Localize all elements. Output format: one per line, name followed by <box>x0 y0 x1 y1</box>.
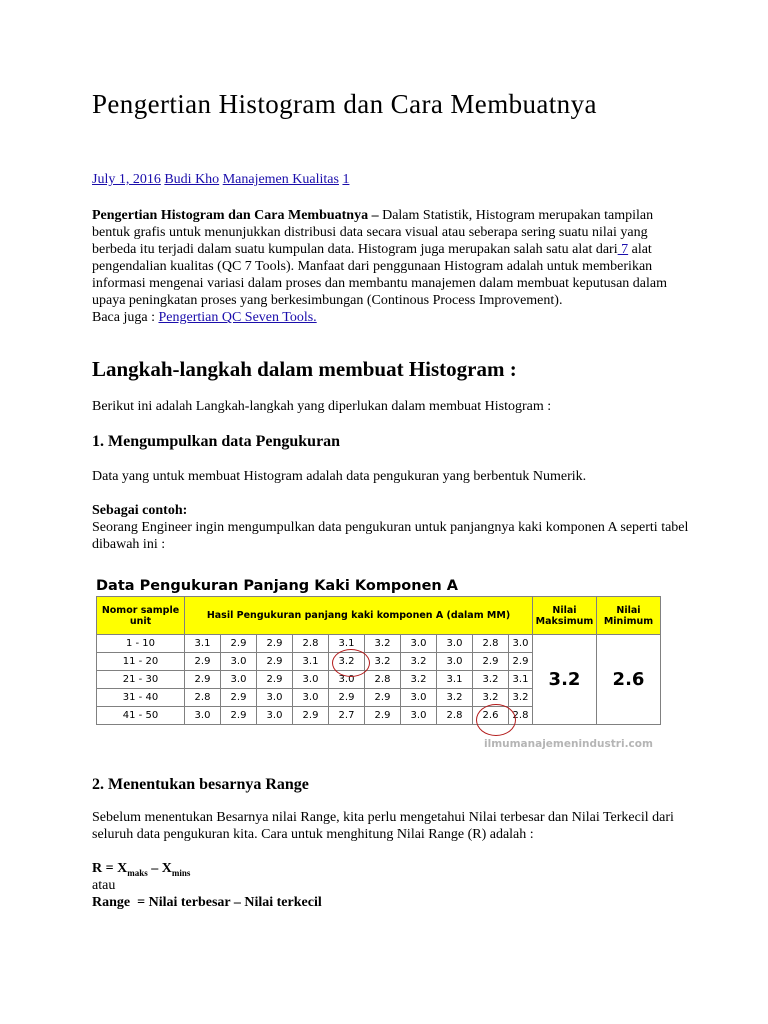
measurement-cell: 3.1 <box>437 671 473 689</box>
step1-text: Data yang untuk membuat Histogram adalah data pengukuran yang berbentuk Numerik. <box>92 469 587 484</box>
measurement-cell: 2.9 <box>221 689 257 707</box>
measurement-cell: 3.2 <box>509 689 533 707</box>
highlight-circle-max <box>332 649 370 677</box>
row-label: 41 - 50 <box>97 707 185 725</box>
header-max: Nilai Maksimum <box>533 597 597 635</box>
measurement-cell: 2.9 <box>329 689 365 707</box>
page-title: Pengertian Histogram dan Cara Membuatnya <box>92 89 597 119</box>
measurement-cell: 3.2 <box>329 653 365 671</box>
table-title: Data Pengukuran Panjang Kaki Komponen A <box>96 578 459 594</box>
row-label: 31 - 40 <box>97 689 185 707</box>
section-intro: Berikut ini adalah Langkah-langkah yang diperlukan dalam membuat Histogram : <box>92 399 552 414</box>
watermark: ilmumanajemenindustri.com <box>484 738 653 750</box>
row-label: 1 - 10 <box>97 635 185 653</box>
highlight-circle-min <box>476 704 516 736</box>
qc7-number-link[interactable]: 7 <box>617 242 629 257</box>
measurement-cell: 3.2 <box>437 689 473 707</box>
measurement-cell: 2.9 <box>221 707 257 725</box>
measurement-cell: 3.2 <box>473 671 509 689</box>
measurement-cell: 3.0 <box>401 689 437 707</box>
measurement-cell: 3.0 <box>437 635 473 653</box>
baca-juga-label: Baca juga : <box>92 310 159 325</box>
measurement-cell: 2.8 <box>509 707 533 725</box>
measurement-cell: 3.1 <box>293 653 329 671</box>
lead-text: Dalam Statistik, Histogram merupakan tampilan bentuk grafis untuk menunjukkan distribusi data secara visual atau seberapa sering suatu nilai yang berbeda itu terjadi dalam suatu kumpulan data. Histogram juga merupakan salah satu alat dari <box>92 208 654 257</box>
atau-text: atau <box>92 878 116 893</box>
step2-text: Sebelum menentukan Besarnya nilai Range, kita perlu mengetahui Nilai terbesar dan Nilai Terkecil dari seluruh data pengukuran kita. Cara untuk menghitung Nilai Range (R) adalah : <box>92 810 674 842</box>
measurement-cell: 2.9 <box>257 653 293 671</box>
measurement-cell: 2.9 <box>185 671 221 689</box>
example-label: Sebagai contoh: <box>92 503 188 518</box>
measurement-cell: 3.0 <box>401 707 437 725</box>
measurement-cell: 3.0 <box>293 689 329 707</box>
measurement-cell: 3.0 <box>221 653 257 671</box>
lead-paragraph <box>92 207 680 326</box>
measurement-cell: 2.8 <box>365 671 401 689</box>
row-label: 21 - 30 <box>97 671 185 689</box>
header-hasil: Hasil Pengukuran panjang kaki komponen A (dalam MM) <box>185 597 533 635</box>
max-value-cell: 3.2 <box>533 635 597 725</box>
measurement-cell: 3.2 <box>473 689 509 707</box>
author-link[interactable]: Budi Kho <box>164 172 220 187</box>
measurement-cell: 3.0 <box>401 635 437 653</box>
measurement-cell: 2.6 <box>473 707 509 725</box>
measurement-cell: 3.0 <box>221 671 257 689</box>
header-min: Nilai Minimum <box>597 597 661 635</box>
measurement-cell: 2.9 <box>473 653 509 671</box>
measurement-cell: 3.0 <box>509 635 533 653</box>
measurement-cell: 3.1 <box>509 671 533 689</box>
measurement-cell: 3.0 <box>257 707 293 725</box>
min-value-cell: 2.6 <box>597 635 661 725</box>
measurement-cell: 2.7 <box>329 707 365 725</box>
lead-bold: Pengertian Histogram dan Cara Membuatnya – <box>92 208 379 223</box>
measurement-cell: 2.9 <box>257 635 293 653</box>
measurement-cell: 3.2 <box>401 653 437 671</box>
post-date-link[interactable]: July 1, 2016 <box>92 172 161 187</box>
range-formula-symbolic: $R = X_{maks} - X_{mins}$ <box>92 861 191 878</box>
measurement-cell: 2.9 <box>185 653 221 671</box>
measurement-cell: 2.9 <box>293 707 329 725</box>
measurement-cell: 3.1 <box>329 635 365 653</box>
step2-heading: 2. Menentukan besarnya Range <box>92 776 309 793</box>
section-heading: Langkah-langkah dalam membuat Histogram : <box>92 357 517 381</box>
measurement-cell: 3.2 <box>365 653 401 671</box>
measurement-cell: 2.8 <box>293 635 329 653</box>
measurement-cell: 3.0 <box>437 653 473 671</box>
range-formula-words: Range = Nilai terbesar – Nilai terkecil <box>92 895 322 910</box>
example-text: Seorang Engineer ingin mengumpulkan data pengukuran untuk panjangnya kaki komponen A seperti tabel dibawah ini : <box>92 520 689 552</box>
measurement-cell: 2.9 <box>257 671 293 689</box>
measurement-cell: 2.8 <box>473 635 509 653</box>
row-label: 11 - 20 <box>97 653 185 671</box>
measurement-cell: 3.0 <box>257 689 293 707</box>
measurement-cell: 2.9 <box>509 653 533 671</box>
measurement-cell: 2.9 <box>365 689 401 707</box>
measurement-cell: 2.8 <box>185 689 221 707</box>
category-link[interactable]: Manajemen Kualitas <box>222 172 339 187</box>
baca-juga-link[interactable]: Pengertian QC Seven Tools. <box>158 310 317 325</box>
measurement-cell: 3.0 <box>185 707 221 725</box>
post-meta <box>92 172 349 188</box>
step1-heading: 1. Mengumpulkan data Pengukuran <box>92 433 341 450</box>
header-sample: Nomor sample unit <box>97 597 185 635</box>
example-paragraph <box>92 502 692 553</box>
measurement-cell: 2.9 <box>365 707 401 725</box>
measurement-cell: 3.1 <box>185 635 221 653</box>
measurement-cell: 3.0 <box>293 671 329 689</box>
measurement-cell: 2.9 <box>221 635 257 653</box>
table-row <box>97 635 661 653</box>
measurement-cell: 3.2 <box>401 671 437 689</box>
comments-link[interactable]: 1 <box>342 172 350 187</box>
measurement-cell: 3.2 <box>365 635 401 653</box>
measurement-cell: 2.8 <box>437 707 473 725</box>
measurement-table <box>96 596 661 725</box>
lead-text-2: alat pengendalian kualitas (QC 7 Tools). Manfaat dari penggunaan Histogram adalah untuk memberikan informasi mengenai variasi dalam proses dan membantu manajemen dalam membuat keputusan dalam upaya peningkatan proses yang berkesimbungan (Continous Process Improvement). <box>92 242 667 308</box>
measurement-cell: 3.0 <box>329 671 365 689</box>
measurement-table-figure <box>96 578 676 750</box>
